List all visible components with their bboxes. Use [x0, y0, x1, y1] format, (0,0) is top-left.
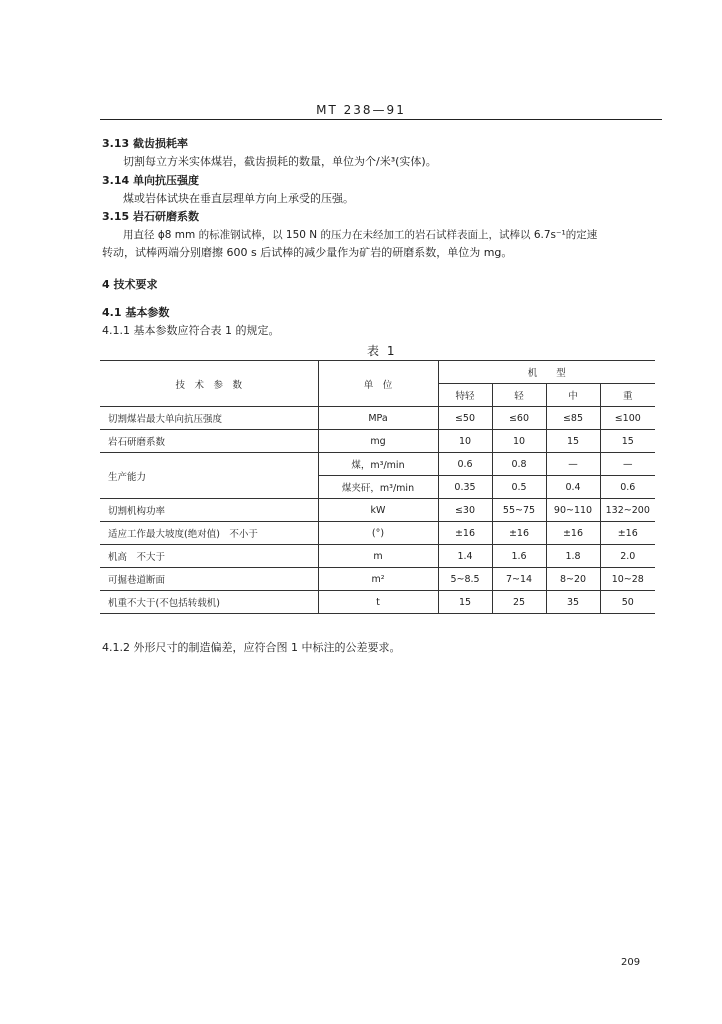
- row-value: 132~200: [600, 499, 655, 522]
- section-3-13-title: 3.13 截齿损耗率: [102, 137, 188, 150]
- row-value: —: [600, 453, 655, 476]
- row-value: ≤85: [546, 407, 600, 430]
- row-value: ≤60: [492, 407, 546, 430]
- row-unit: m: [318, 545, 438, 568]
- row-value: 15: [438, 591, 492, 614]
- section-3-13-text: 切割每立方米实体煤岩，截齿损耗的数量，单位为个/米³(实体)。: [123, 155, 437, 168]
- section-4-1-title: 4.1 基本参数: [102, 306, 170, 319]
- row-value: 5~8.5: [438, 568, 492, 591]
- table-row: [100, 568, 655, 591]
- row-value: 0.4: [546, 476, 600, 499]
- header-model-light: 轻: [492, 384, 546, 407]
- row-value: 1.8: [546, 545, 600, 568]
- row-param: 机高 不大于: [100, 545, 318, 568]
- section-3-15-text-line2: 转动，试棒两端分别磨擦 600 s 后试棒的减少量作为矿岩的研磨系数，单位为 mg。: [102, 246, 513, 259]
- section-4-1-2-text: 4.1.2 外形尺寸的制造偏差，应符合图 1 中标注的公差要求。: [102, 641, 401, 654]
- row-unit: MPa: [318, 407, 438, 430]
- row-value: 7~14: [492, 568, 546, 591]
- section-4-1-1-text: 4.1.1 基本参数应符合表 1 的规定。: [102, 324, 280, 337]
- header-unit: 单 位: [318, 361, 438, 407]
- row-value: 0.8: [492, 453, 546, 476]
- parameters-table: [100, 360, 655, 614]
- row-value: 1.4: [438, 545, 492, 568]
- table-row: [100, 545, 655, 568]
- row-param-production-capacity: 生产能力: [100, 453, 318, 499]
- row-value: 10~28: [600, 568, 655, 591]
- row-unit: kW: [318, 499, 438, 522]
- table-row: [100, 499, 655, 522]
- table-row: [100, 591, 655, 614]
- document-header-code: MT 238—91: [316, 103, 406, 117]
- row-value: 55~75: [492, 499, 546, 522]
- table-row: [100, 522, 655, 545]
- section-3-15-text-line1: 用直径 ϕ8 mm 的标准钢试棒，以 150 N 的压力在未经加工的岩石试样表面上，试棒以 6.7s⁻¹的定速: [123, 229, 598, 241]
- row-value: 35: [546, 591, 600, 614]
- row-unit: t: [318, 591, 438, 614]
- row-param: 岩石研磨系数: [100, 430, 318, 453]
- header-model-extra-light: 特轻: [438, 384, 492, 407]
- row-value: 0.6: [600, 476, 655, 499]
- row-unit: (°): [318, 522, 438, 545]
- row-unit: m²: [318, 568, 438, 591]
- header-param: 技 术 参 数: [100, 361, 318, 407]
- row-param: 适应工作最大坡度(绝对值) 不小于: [100, 522, 318, 545]
- row-value: ≤30: [438, 499, 492, 522]
- page-number: 209: [621, 957, 641, 968]
- header-model-medium: 中: [546, 384, 600, 407]
- table-row: [100, 430, 655, 453]
- row-param: 切割煤岩最大单向抗压强度: [100, 407, 318, 430]
- header-model-heavy: 重: [600, 384, 655, 407]
- row-value: ±16: [438, 522, 492, 545]
- table-header-row: [100, 361, 655, 384]
- row-unit: 煤，m³/min: [318, 453, 438, 476]
- row-param: 切割机构功率: [100, 499, 318, 522]
- row-value: ≤50: [438, 407, 492, 430]
- row-value: 50: [600, 591, 655, 614]
- row-value: ±16: [600, 522, 655, 545]
- row-value: 0.6: [438, 453, 492, 476]
- row-value: ±16: [546, 522, 600, 545]
- row-param: 可掘巷道断面: [100, 568, 318, 591]
- row-value: ±16: [492, 522, 546, 545]
- row-value: 2.0: [600, 545, 655, 568]
- row-value: 90~110: [546, 499, 600, 522]
- section-3-14-title: 3.14 单向抗压强度: [102, 174, 199, 187]
- row-value: 1.6: [492, 545, 546, 568]
- row-value: 0.5: [492, 476, 546, 499]
- section-3-14-text: 煤或岩体试块在垂直层理单方向上承受的压强。: [123, 192, 354, 205]
- row-value: 25: [492, 591, 546, 614]
- row-value: 8~20: [546, 568, 600, 591]
- row-unit: mg: [318, 430, 438, 453]
- table-caption: 表 1: [367, 344, 397, 358]
- row-value: 10: [438, 430, 492, 453]
- table-row: [100, 407, 655, 430]
- row-value: 0.35: [438, 476, 492, 499]
- header-model: 机 型: [438, 361, 655, 384]
- row-value: —: [546, 453, 600, 476]
- row-value: ≤100: [600, 407, 655, 430]
- row-value: 15: [546, 430, 600, 453]
- section-4-title: 4 技术要求: [102, 278, 158, 291]
- row-value: 15: [600, 430, 655, 453]
- row-unit: 煤夹矸，m³/min: [318, 476, 438, 499]
- row-value: 10: [492, 430, 546, 453]
- section-3-15-title: 3.15 岩石研磨系数: [102, 210, 199, 223]
- table-row: [100, 453, 655, 476]
- row-param: 机重不大于(不包括转载机): [100, 591, 318, 614]
- header-rule: [100, 119, 662, 120]
